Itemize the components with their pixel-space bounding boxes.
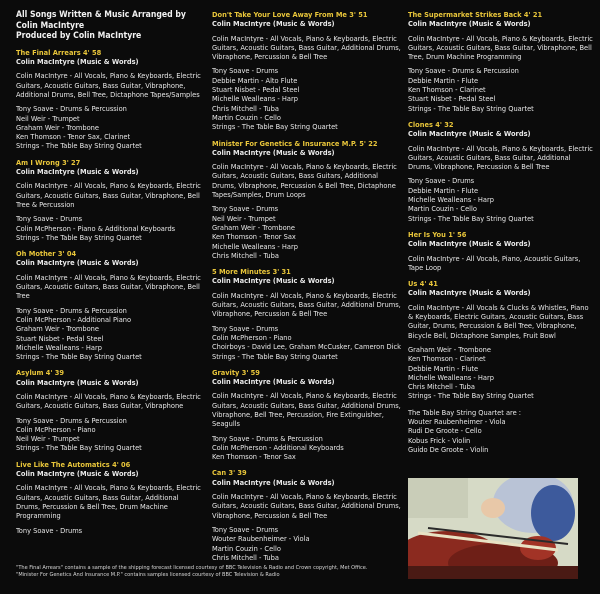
song-credit: Colin MacIntyre (Music & Words) bbox=[212, 19, 335, 29]
musician-line: Ken Thomson - Clarinet bbox=[408, 85, 486, 95]
header-line: All Songs Written & Music Arranged by bbox=[16, 10, 186, 20]
song-duration: 4' 58 bbox=[83, 47, 102, 57]
song-block bbox=[16, 48, 202, 151]
musician-line: Chris Mitchell - Tuba bbox=[408, 382, 475, 392]
performer-line: Colin MacIntyre - All Vocals, Piano & Keyboards, Electric Guitars, Acoustic Guitars, Bass Guitar, Vibraphone, Bell Tree, Drum Machine Programming bbox=[408, 33, 593, 62]
musician-line: Martin Couzin - Cello bbox=[212, 112, 281, 122]
song-duration: 3' 27 bbox=[62, 157, 81, 167]
musician-line: Strings - The Table Bay String Quartet bbox=[16, 141, 142, 151]
performer-line: Colin MacIntyre - All Vocals, Piano & Keyboards, Electric Guitars, Acoustic Guitars, Bass Guitar, Additional Drums, Vibraphone, Percussion & Bell Tree bbox=[212, 33, 401, 62]
header-line: Colin MacIntyre bbox=[16, 20, 85, 31]
song-block bbox=[16, 249, 202, 361]
song-duration: 4' 21 bbox=[523, 10, 543, 19]
song-title-line bbox=[16, 460, 202, 469]
song-block bbox=[212, 468, 402, 562]
quartet-heading: The Table Bay String Quartet are : bbox=[408, 407, 522, 417]
musician-line: Strings - The Table Bay String Quartet bbox=[212, 351, 338, 361]
song-title-line bbox=[16, 368, 202, 377]
musician-line: Tony Soave - Drums & Percussion bbox=[408, 66, 519, 76]
album-credits-header bbox=[16, 10, 202, 42]
header-line: Produced by Colin MacIntyre bbox=[16, 31, 142, 42]
song-title: Live Like The Automatics bbox=[16, 459, 110, 469]
performer-line: Colin MacIntyre - All Vocals, Piano & Keyboards, Electric Guitars, Acoustic Guitars, Bass Guitar, Additional Drums, Vibraphone, Percussion & Bell Tree bbox=[212, 290, 401, 319]
musician-line: Tony Soave - Drums bbox=[408, 176, 475, 186]
quartet-member: Guido De Groote - Violin bbox=[408, 444, 489, 454]
band-photo-illustration bbox=[408, 478, 578, 579]
song-duration: 3' 04 bbox=[57, 249, 77, 259]
musician-line: Ken Thomson - Tenor Sax, Clarinet bbox=[16, 132, 131, 142]
song-block bbox=[408, 279, 594, 401]
song-title: Clones bbox=[408, 119, 433, 129]
song-title-line bbox=[408, 279, 594, 288]
song-credit: Colin MacIntyre (Music & Words) bbox=[212, 276, 335, 286]
musician-line: Strings - The Table Bay String Quartet bbox=[212, 122, 338, 132]
quartet-member: Kobus Frick - Violin bbox=[408, 435, 471, 445]
performer-line: Colin MacIntyre - All Vocals, Piano & Keyboards, Electric Guitars, Acoustic Guitars, Bass Guitar, Additional Drums, Vibraphone, Percussion & Bell Tree bbox=[408, 143, 593, 172]
musician-line: Chris Mitchell - Tuba bbox=[212, 552, 279, 562]
musician-line: Colin McPherson - Piano & Additional Keyboards bbox=[16, 223, 176, 233]
performer-line: Colin MacIntyre - All Vocals, Piano & Keyboards, Electric Guitars, Acoustic Guitars, Bass Guitar, Additional Drums, Vibraphone, Percussion & Bell Tree bbox=[212, 492, 401, 520]
song-title: Us bbox=[408, 279, 418, 289]
footer-note: "Minister For Genetics And Insurance M.P." contains samples licensed courtesy of BBC Television & Radio bbox=[16, 572, 280, 578]
musician-line: Graham Weir - Trombone bbox=[16, 122, 99, 132]
musician-line: Martin Couzin - Cello bbox=[212, 543, 281, 553]
song-duration: 1' 56 bbox=[448, 229, 467, 239]
song-duration: 5' 22 bbox=[359, 138, 378, 148]
song-title-line bbox=[16, 158, 202, 167]
musician-line: Debbie Martin - Flute bbox=[408, 185, 479, 195]
song-title-line bbox=[408, 120, 594, 129]
musician-line: Tony Soave - Drums & Percussion bbox=[16, 104, 127, 114]
song-duration: 4' 41 bbox=[419, 279, 438, 289]
song-credit: Colin MacIntyre (Music & Words) bbox=[212, 477, 335, 487]
musician-line: Michelle Wealleans - Harp bbox=[212, 241, 298, 251]
song-title: Minister For Genetics & Insurance M.P. bbox=[212, 138, 357, 148]
song-duration: 3' 59 bbox=[241, 367, 260, 377]
musician-line: Tony Soave - Drums bbox=[212, 204, 279, 214]
song-title-line bbox=[212, 267, 402, 276]
musician-line: Debbie Martin - Alto Flute bbox=[212, 75, 298, 85]
musician-line: Michelle Wealleans - Harp bbox=[408, 372, 494, 382]
musician-line: Tony Soave - Drums & Percussion bbox=[212, 433, 323, 443]
song-duration: 3' 39 bbox=[228, 468, 247, 478]
performer-line: Colin MacIntyre - All Vocals, Piano & Keyboards, Electric Guitars, Acoustic Guitars, Bass Guitar, Vibraphone, Bell Tree & Percussion bbox=[16, 181, 201, 209]
musician-line: Ken Thomson - Tenor Sax bbox=[212, 232, 296, 242]
musician-line: Ken Thomson - Clarinet bbox=[408, 354, 486, 364]
musician-line: Debbie Martin - Flute bbox=[408, 363, 479, 373]
musician-line: Stuart Nisbet - Pedal Steel bbox=[16, 333, 104, 343]
musician-line: Martin Couzin - Cello bbox=[408, 204, 477, 214]
musician-line: Strings - The Table Bay String Quartet bbox=[16, 232, 142, 242]
musician-line: Tony Soave - Drums bbox=[212, 323, 279, 333]
musician-line: Graham Weir - Trombone bbox=[212, 222, 295, 232]
song-title-line bbox=[408, 230, 594, 239]
song-block bbox=[408, 230, 594, 272]
musician-line: Tony Soave - Drums bbox=[16, 525, 83, 535]
song-credit: Colin MacIntyre (Music & Words) bbox=[16, 377, 139, 387]
musician-line: Choirboys - David Lee, Graham McCusker, Cameron Dick bbox=[212, 342, 402, 352]
song-block bbox=[212, 267, 402, 361]
musician-line: Chris Mitchell - Tuba bbox=[212, 103, 279, 113]
musician-line: Michelle Wealleans - Harp bbox=[16, 342, 102, 352]
musician-line: Stuart Nisbet - Pedal Steel bbox=[212, 85, 300, 95]
song-block bbox=[212, 10, 402, 132]
song-title: 5 More Minutes bbox=[212, 267, 271, 277]
song-credit: Colin MacIntyre (Music & Words) bbox=[408, 19, 531, 29]
musician-line: Strings - The Table Bay String Quartet bbox=[408, 391, 534, 401]
musician-line: Neil Weir - Trumpet bbox=[16, 434, 80, 444]
musician-line: Colin McPherson - Piano bbox=[212, 332, 292, 342]
song-title-line bbox=[212, 368, 402, 377]
column-3 bbox=[408, 10, 594, 454]
song-credit: Colin MacIntyre (Music & Words) bbox=[408, 239, 531, 249]
footer-notes bbox=[16, 565, 576, 579]
song-credit: Colin MacIntyre (Music & Words) bbox=[16, 167, 139, 177]
musician-line: Strings - The Table Bay String Quartet bbox=[16, 443, 142, 453]
song-title-line bbox=[212, 139, 402, 148]
song-credit: Colin MacIntyre (Music & Words) bbox=[16, 258, 139, 268]
song-block bbox=[16, 460, 202, 535]
musician-line: Strings - The Table Bay String Quartet bbox=[408, 103, 534, 113]
song-credit: Colin MacIntyre (Music & Words) bbox=[16, 57, 139, 67]
musician-line: Strings - The Table Bay String Quartet bbox=[16, 352, 142, 362]
song-title-line bbox=[212, 468, 402, 477]
song-title: Am I Wrong bbox=[16, 157, 60, 167]
musician-line: Colin McPherson - Additional Keyboards bbox=[212, 442, 344, 452]
musician-line: Colin McPherson - Piano bbox=[16, 424, 96, 434]
song-title-line bbox=[16, 249, 202, 258]
song-title: Can bbox=[212, 468, 227, 478]
song-title: Her Is You bbox=[408, 229, 446, 239]
musician-line: Wouter Raubenheimer - Viola bbox=[212, 534, 310, 544]
song-duration: 4' 32 bbox=[435, 119, 454, 129]
song-duration: 3' 51 bbox=[349, 10, 368, 19]
musician-line: Tony Soave - Drums bbox=[16, 214, 83, 224]
band-photo bbox=[408, 478, 578, 579]
song-credit: Colin MacIntyre (Music & Words) bbox=[408, 129, 531, 139]
musician-line: Neil Weir - Trumpet bbox=[16, 113, 80, 123]
song-title: Asylum bbox=[16, 368, 44, 378]
song-title: The Final Arrears bbox=[16, 47, 81, 57]
quartet-block bbox=[408, 408, 594, 454]
musician-line: Tony Soave - Drums & Percussion bbox=[16, 305, 127, 315]
performer-line: Colin MacIntyre - All Vocals, Piano & Keyboards, Electric Guitars, Acoustic Guitars, Bass Guitar, Additional Drums, Percussion & Bell Tree, Drum Machine Programming bbox=[16, 483, 201, 521]
performer-line: Colin MacIntyre - All Vocals, Piano & Keyboards, Electric Guitars, Acoustic Guitars, Bass Guitar, Vibraphone bbox=[16, 391, 201, 411]
song-list-2 bbox=[212, 10, 402, 562]
musician-line: Debbie Martin - Flute bbox=[408, 75, 479, 85]
quartet-member: Wouter Raubenheimer - Viola bbox=[408, 416, 506, 426]
song-block bbox=[16, 368, 202, 452]
song-block bbox=[212, 368, 402, 462]
song-title-line bbox=[16, 48, 202, 57]
song-block bbox=[408, 120, 594, 223]
song-duration: 4' 06 bbox=[112, 459, 131, 469]
musician-line: Graham Weir - Trombone bbox=[408, 344, 491, 354]
musician-line: Tony Soave - Drums bbox=[212, 66, 279, 76]
song-duration: 3' 31 bbox=[272, 267, 291, 277]
performer-line: Colin MacIntyre - All Vocals, Piano & Keyboards, Electric Guitars, Acoustic Guitars, Bass Guitars, Additional Drums, Vibraphone, Percussion & Bell Tree, Dictaphone Tapes/Samples, Drum Loops bbox=[212, 162, 397, 200]
musician-line: Graham Weir - Trombone bbox=[16, 324, 99, 334]
song-credit: Colin MacIntyre (Music & Words) bbox=[212, 147, 335, 157]
musician-line: Colin McPherson - Additional Piano bbox=[16, 314, 132, 324]
musician-line: Tony Soave - Drums bbox=[212, 524, 279, 534]
musician-line: Chris Mitchell - Tuba bbox=[212, 250, 279, 260]
song-title: Oh Mother bbox=[16, 249, 56, 259]
musician-line: Ken Thomson - Tenor Sax bbox=[212, 452, 296, 462]
song-block bbox=[212, 139, 402, 261]
song-credit: Colin MacIntyre (Music & Words) bbox=[408, 288, 531, 298]
song-list-1 bbox=[16, 48, 202, 535]
song-credit: Colin MacIntyre (Music & Words) bbox=[16, 469, 139, 479]
song-duration: 4' 39 bbox=[45, 368, 64, 378]
column-1 bbox=[16, 10, 202, 542]
song-title-line bbox=[408, 10, 594, 19]
song-block bbox=[408, 10, 594, 113]
performer-line: Colin MacIntyre - All Vocals, Piano & Keyboards, Electric Guitars, Acoustic Guitars, Bass Guitar, Additional Drums, Vibraphone, Bell Tree, Percussion, Fire Extinguisher, Seagulls bbox=[212, 391, 401, 429]
footer-note: "The Final Arrears" contains a sample of the shipping forecast licensed courtesy of BBC Television & Radio and Crown copyright, Met Office. bbox=[16, 565, 368, 571]
song-title-line bbox=[212, 10, 402, 19]
musician-line: Strings - The Table Bay String Quartet bbox=[408, 213, 534, 223]
performer-line: Colin MacIntyre - All Vocals & Clucks & Whistles, Piano & Keyboards, Electric Guitars, Acoustic Guitars, Bass Guitar, Drums, Percussion & Bell Tree, Vibraphone, Bicycle Bell, Dictaphone Samples, Fruit Bowl bbox=[408, 302, 589, 340]
song-credit: Colin MacIntyre (Music & Words) bbox=[212, 377, 335, 387]
song-title: Gravity bbox=[212, 367, 240, 377]
song-block bbox=[16, 158, 202, 242]
performer-line: Colin MacIntyre - All Vocals, Piano, Acoustic Guitars, Tape Loop bbox=[408, 253, 581, 272]
musician-line: Tony Soave - Drums & Percussion bbox=[16, 415, 127, 425]
performer-line: Colin MacIntyre - All Vocals, Piano & Keyboards, Electric Guitars, Acoustic Guitars, Bass Guitar, Vibraphone, Additional Drums, Bell Tree, Dictaphone Tapes/Samples bbox=[16, 71, 201, 99]
musician-line: Michelle Wealleans - Harp bbox=[408, 195, 494, 205]
column-2 bbox=[212, 10, 402, 569]
song-title: Don't Take Your Love Away From Me bbox=[212, 10, 347, 19]
musician-line: Michelle Wealleans - Harp bbox=[212, 94, 298, 104]
quartet-member: Rudi De Groote - Cello bbox=[408, 426, 482, 436]
musician-line: Neil Weir - Trumpet bbox=[212, 213, 276, 223]
performer-line: Colin MacIntyre - All Vocals, Piano & Keyboards, Electric Guitars, Acoustic Guitars, Bass Guitar, Vibraphone, Bell Tree bbox=[16, 272, 201, 301]
song-list-3 bbox=[408, 10, 594, 401]
musician-line: Stuart Nisbet - Pedal Steel bbox=[408, 94, 496, 104]
song-title: The Supermarket Strikes Back bbox=[408, 10, 522, 19]
